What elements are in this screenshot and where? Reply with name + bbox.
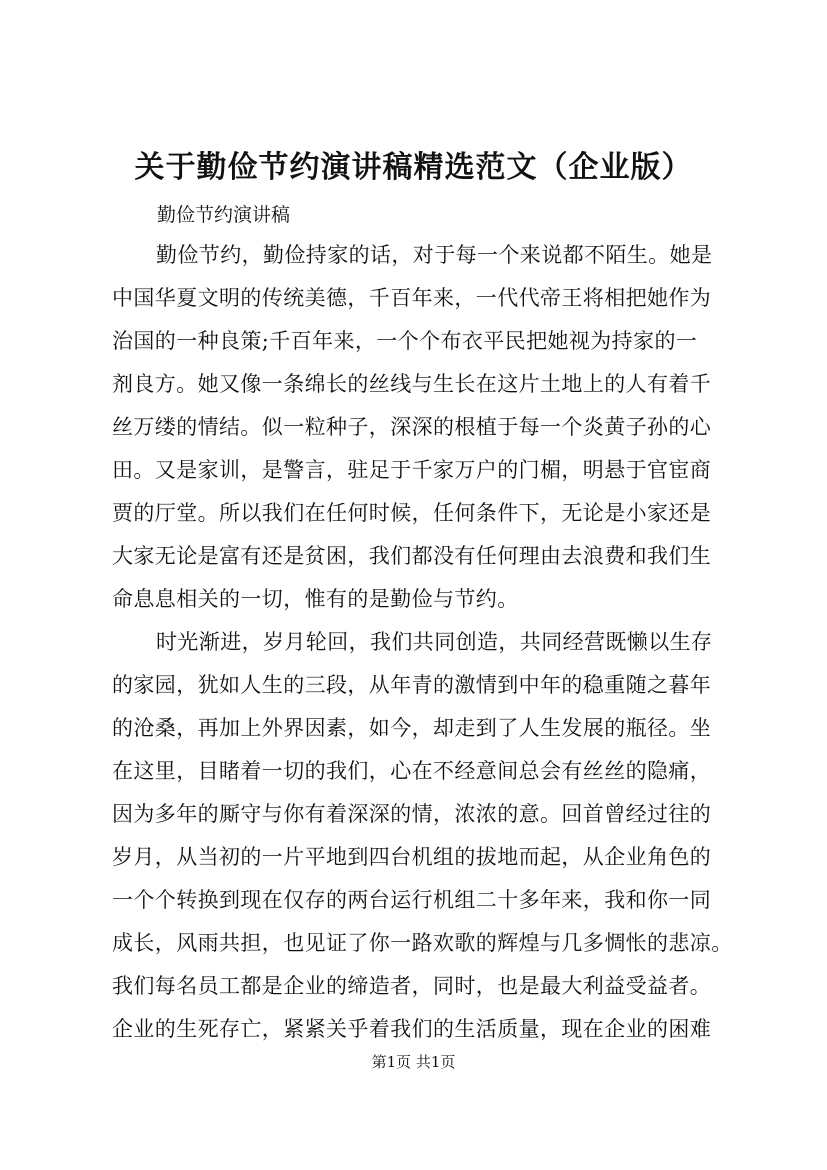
text-line: 贾的厅堂。所以我们在任何时候，任何条件下，无论是小家还是 [112, 501, 712, 525]
text-line: 岁月，从当初的一片平地到四台机组的拔地而起，从企业角色的 [112, 845, 712, 869]
text-line: 因为多年的厮守与你有着深深的情，浓浓的意。回首曾经过往的 [112, 802, 712, 826]
text-line: 一个个转换到现在仅存的两台运行机组二十多年来，我和你一同 [112, 888, 712, 912]
text-line: 勤俭节约，勤俭持家的话，对于每一个来说都不陌生。她是 [156, 243, 713, 267]
text-line: 丝万缕的情结。似一粒种子，深深的根植于每一个炎黄子孙的心 [112, 415, 712, 439]
text-line: 命息息相关的一切，惟有的是勤俭与节约。 [112, 587, 519, 611]
text-line: 企业的生死存亡，紧紧关乎着我们的生活质量，现在企业的困难 [112, 1017, 712, 1041]
text-line: 中国华夏文明的传统美德，千百年来，一代代帝王将相把她作为 [112, 286, 712, 310]
text-line: 时光渐进，岁月轮回，我们共同创造，共同经营既懒以生存 [156, 630, 713, 654]
page-footer: 第1页 共1页 [371, 1053, 456, 1071]
text-line: 治国的一种良策;千百年来，一个个布衣平民把她视为持家的一 [112, 329, 698, 353]
text-line: 田。又是家训，是警言，驻足于千家万户的门楣，明悬于官宦商 [112, 458, 712, 482]
document-title: 关于勤俭节约演讲稿精选范文（企业版） [134, 150, 693, 185]
text-line: 大家无论是富有还是贫困，我们都没有任何理由去浪费和我们生 [112, 544, 712, 568]
text-line: 剂良方。她又像一条绵长的丝线与生长在这片土地上的人有着千 [112, 372, 712, 396]
text-line: 的家园，犹如人生的三段，从年青的激情到中年的稳重随之暮年 [112, 673, 712, 697]
text-line: 我们每名员工都是企业的缔造者，同时，也是最大利益受益者。 [112, 974, 712, 998]
text-line: 的沧桑，再加上外界因素，如今，却走到了人生发展的瓶径。坐 [112, 716, 712, 740]
text-line: 在这里，目睹着一切的我们，心在不经意间总会有丝丝的隐痛， [112, 759, 712, 783]
document-subtitle: 勤俭节约演讲稿 [157, 204, 291, 226]
text-line: 成长，风雨共担，也见证了你一路欢歌的辉煌与几多惆怅的悲凉。 [112, 931, 733, 955]
